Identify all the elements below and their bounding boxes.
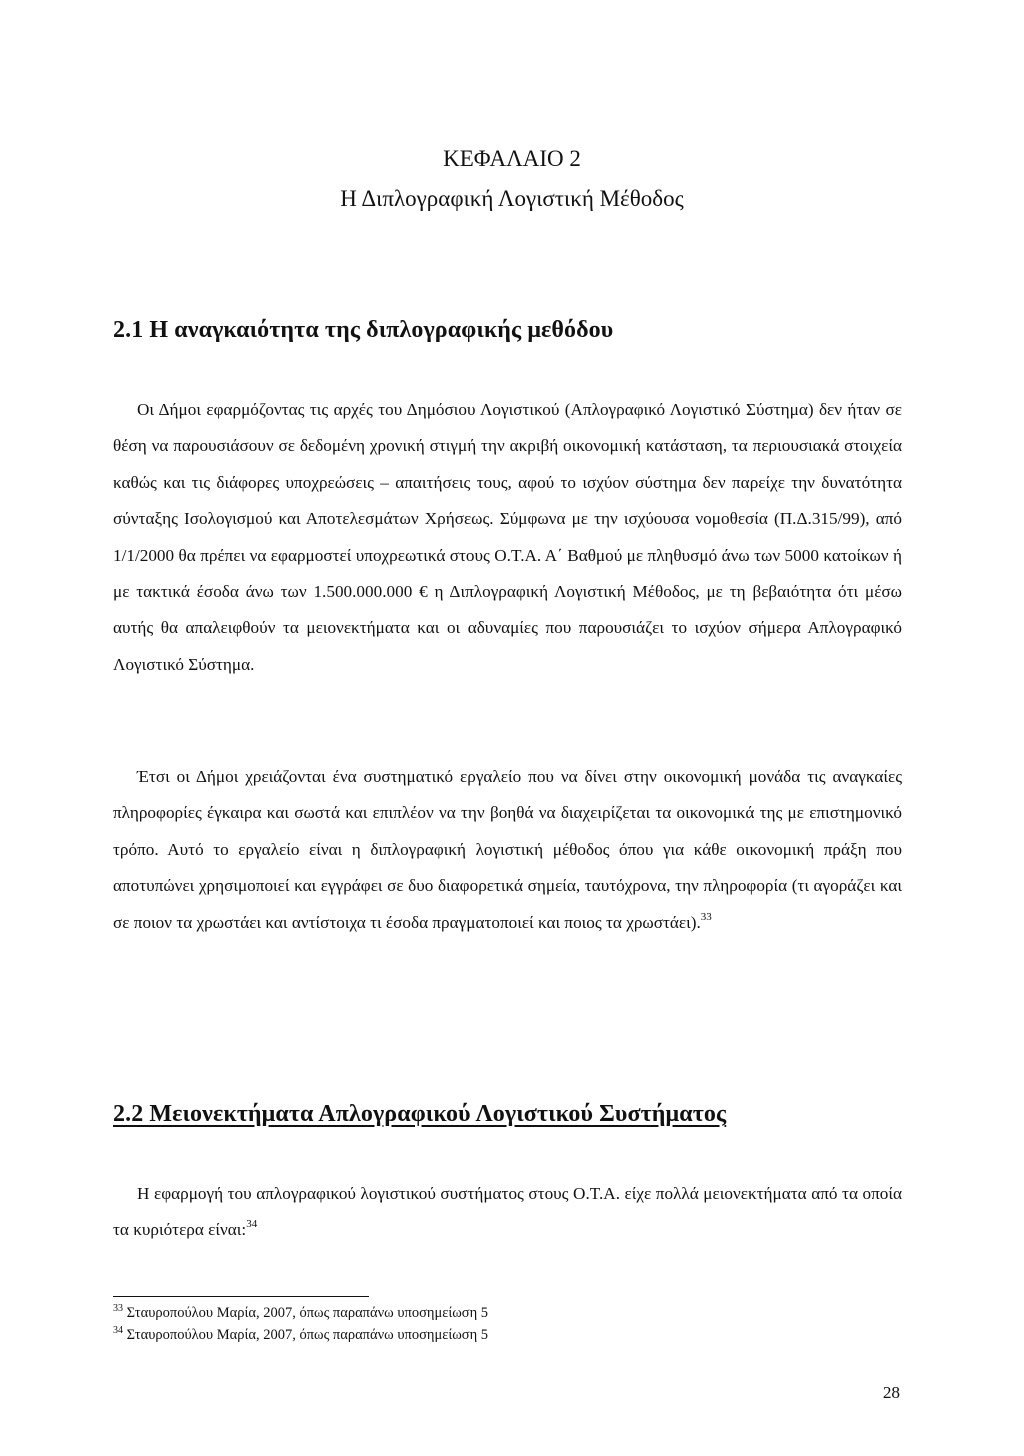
- section-2-paragraph-1: [113, 1176, 902, 1249]
- page-number: 28: [882, 1383, 900, 1402]
- section-1-paragraph-2-text: Έτσι οι Δήμοι χρειάζονται ένα συστηματικό εργαλείο που να δίνει στην οικονομική μονάδα τις αναγκαίες πληροφορίες έγκαιρα και σωστά και επιπλέον να την βοηθά να διαχειρίζεται τα οικονομικά της με επιστημονικό τρόπο. Αυτό το εργαλείο είναι η διπλογραφική λογιστική μέθοδος όπου για κάθε οικονομική πράξη που αποτυπώνει χρησιμοποιεί και εγγράφει σε δυο διαφορετικά σημεία, ταυτόχρονα, την πληροφορία (τι αγοράζει και σε ποιον τα χρωστάει και αντίστοιχα τι έσοδα πραγματοποιεί και ποιος τα χρωστάει).: [113, 767, 902, 932]
- section-2-paragraph-1-text: Η εφαρμογή του απλογραφικού λογιστικού συστήματος στους Ο.Τ.Α. είχε πολλά μειονεκτήματα από τα οποία τα κυριότερα είναι:: [113, 1184, 902, 1240]
- chapter-title: Η Διπλογραφική Λογιστική Μέθοδος: [340, 186, 684, 211]
- section-1-paragraph-1: Οι Δήμοι εφαρμόζοντας τις αρχές του Δημόσιου Λογιστικού (Απλογραφικό Λογιστικό Σύστημα) δεν ήταν σε θέση να παρουσιάσουν σε δεδομένη χρονική στιγμή την ακριβή οικονομική κατάσταση, τα περιουσιακά στοιχεία καθώς και τις διάφορες υποχρεώσεις – απαιτήσεις τους, αφού το ισχύον σύστημα δεν παρείχε την δυνατότητα σύνταξης Ισολογισμού και Αποτελεσμάτων Χρήσεως. Σύμφωνα με την ισχύουσα νομοθεσία (Π.Δ.315/99), από 1/1/2000 θα πρέπει να εφαρμοστεί υποχρεωτικά στους Ο.Τ.Α. Α΄ Βαθμού με πληθυσμό άνω των 5000 κατοίκων ή με τακτικά έσοδα άνω των 1.500.000.000 € η Διπλογραφική Λογιστική Μέθοδος, με τη βεβαιότητα ότι μέσω αυτής θα απαλειφθούν τα μειονεκτήματα και οι αδυναμίες που παρουσιάζει το ισχύον σήμερα Απλογραφικό Λογιστικό Σύστημα.: [113, 400, 902, 674]
- footnote-33: [113, 1302, 488, 1324]
- footnote-ref-33: 33: [700, 910, 712, 923]
- footnote-text: Σταυροπούλου Μαρία, 2007, όπως παραπάνω υποσημείωση 5: [126, 1305, 489, 1321]
- section-1-paragraph-2: [113, 759, 902, 941]
- section-heading-2-2: 2.2 Μειονεκτήματα Απλογραφικού Λογιστικού Συστήματος: [113, 1101, 727, 1127]
- footnote-34: [113, 1324, 488, 1346]
- chapter-number: ΚΕΦΑΛΑΙΟ 2: [443, 146, 581, 171]
- footnote-separator: [113, 1296, 369, 1297]
- footnote-marker: 33: [113, 1303, 123, 1314]
- section-heading-2-1: 2.1 Η αναγκαιότητα της διπλογραφικής μεθόδου: [113, 317, 614, 343]
- footnote-ref-34: 34: [246, 1218, 258, 1231]
- footnotes: [113, 1302, 488, 1346]
- footnote-text: Σταυροπούλου Μαρία, 2007, όπως παραπάνω υποσημείωση 5: [126, 1327, 489, 1343]
- footnote-marker: 34: [113, 1325, 123, 1336]
